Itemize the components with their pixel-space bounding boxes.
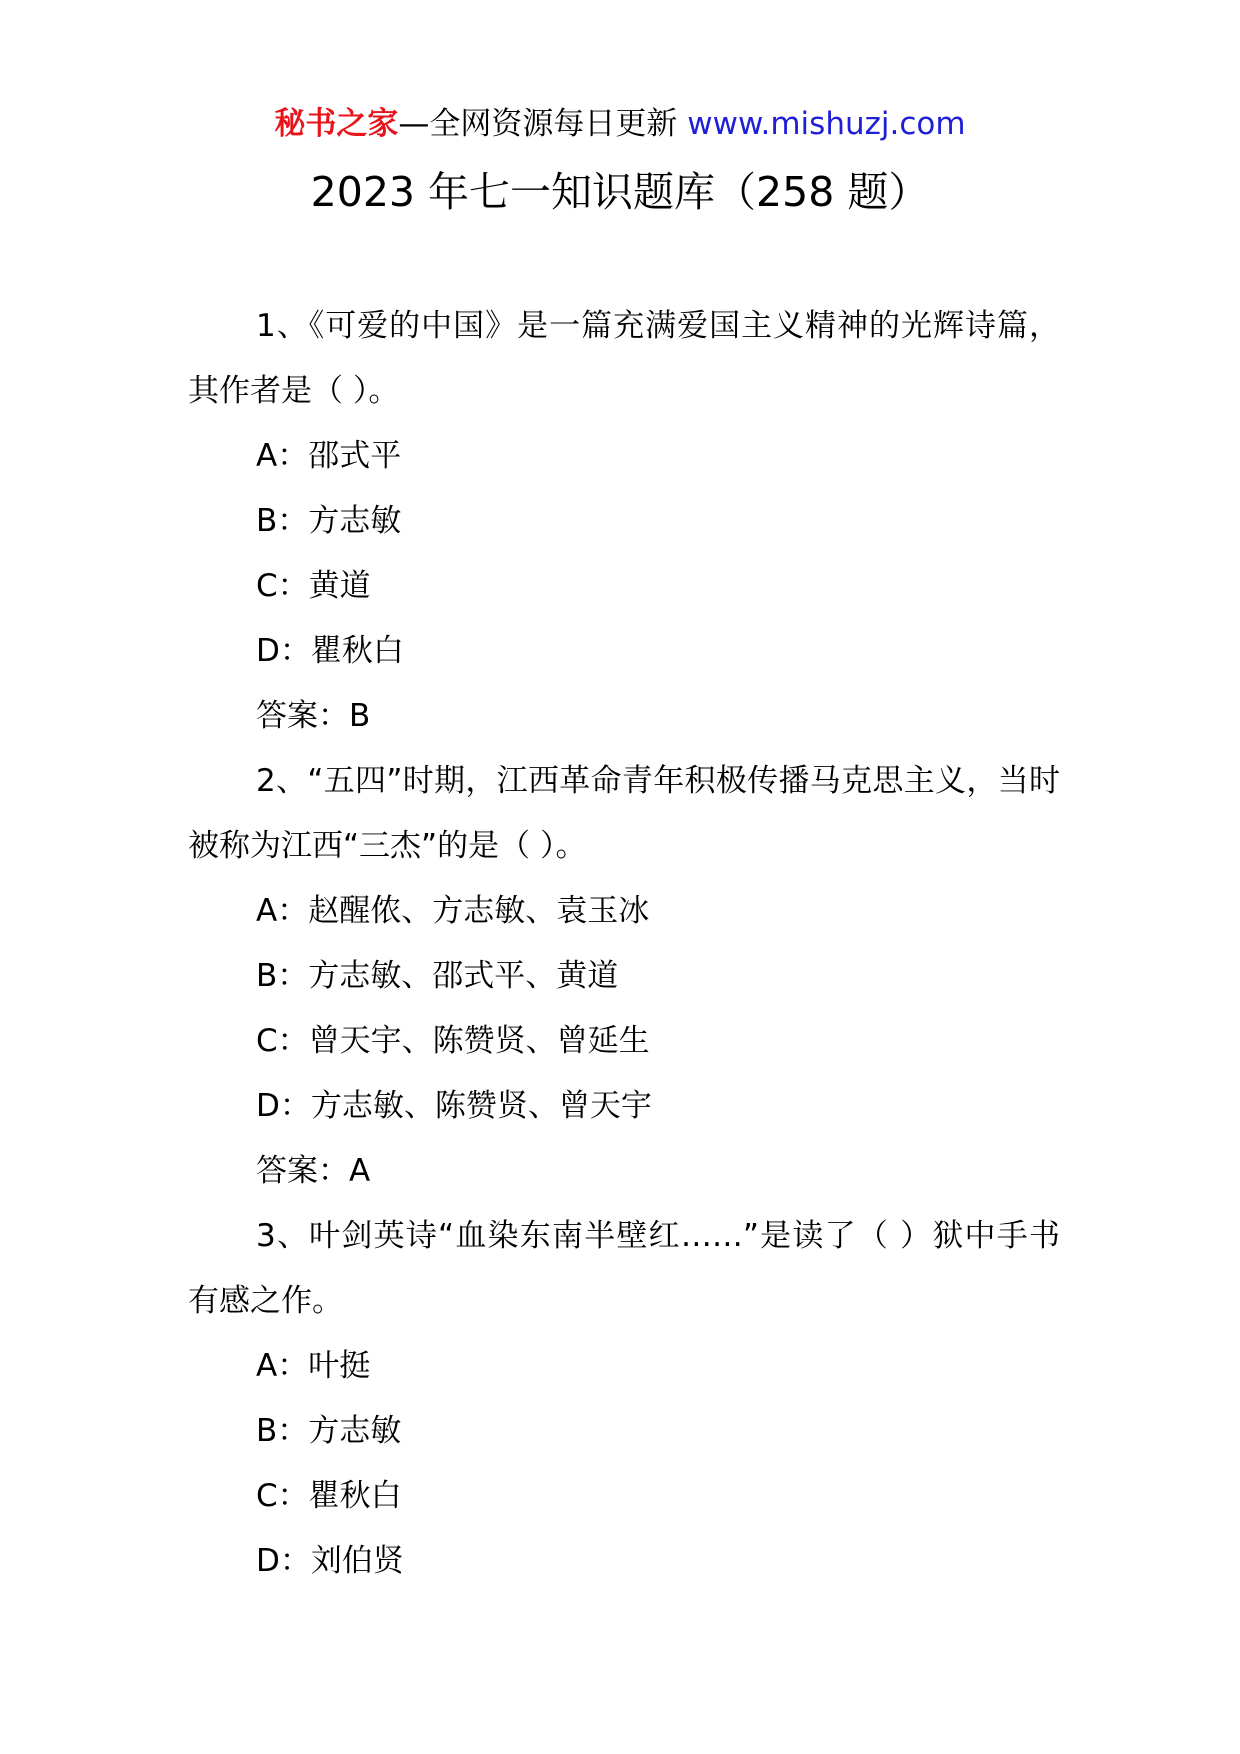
option-d: D：刘伯贤: [256, 1543, 404, 1579]
option-c: C：瞿秋白: [256, 1478, 402, 1514]
option-b: B：方志敏: [256, 503, 402, 539]
option-c: C：黄道: [256, 568, 371, 604]
document-title: 2023 年七一知识题库（258 题）: [310, 168, 930, 216]
brand-name: 秘书之家: [274, 106, 399, 142]
question-stem: 2、“五四”时期，江西革命青年积极传播马克思主义，当时被称为江西“三杰”的是（ ）。: [188, 763, 1060, 864]
question-1: [188, 294, 1060, 749]
site-url-link[interactable]: www.mishuzj.com: [687, 106, 966, 142]
option-b: B：方志敏: [256, 1413, 402, 1449]
option-b: B：方志敏、邵式平、黄道: [256, 958, 619, 994]
option-d: D：方志敏、陈赞贤、曾天宇: [256, 1088, 652, 1124]
option-c: C：曾天宇、陈赞贤、曾延生: [256, 1023, 650, 1059]
site-header: [0, 102, 1240, 146]
question-3: [188, 1204, 1060, 1594]
option-a: A：赵醒侬、方志敏、袁玉冰: [256, 893, 650, 929]
option-a: A：邵式平: [256, 438, 402, 474]
option-d: D：瞿秋白: [256, 633, 404, 669]
question-stem: 3、叶剑英诗“血染东南半壁红……”是读了（ ）狱中手书有感之作。: [188, 1218, 1060, 1319]
answer: 答案：B: [256, 698, 371, 734]
answer: 答案：A: [256, 1153, 371, 1189]
header-tagline: —全网资源每日更新: [398, 106, 678, 142]
question-list: [188, 294, 1060, 1594]
option-a: A：叶挺: [256, 1348, 371, 1384]
question-stem: 1、《可爱的中国》是一篇充满爱国主义精神的光辉诗篇，其作者是（ ）。: [188, 308, 1060, 409]
question-2: [188, 749, 1060, 1204]
